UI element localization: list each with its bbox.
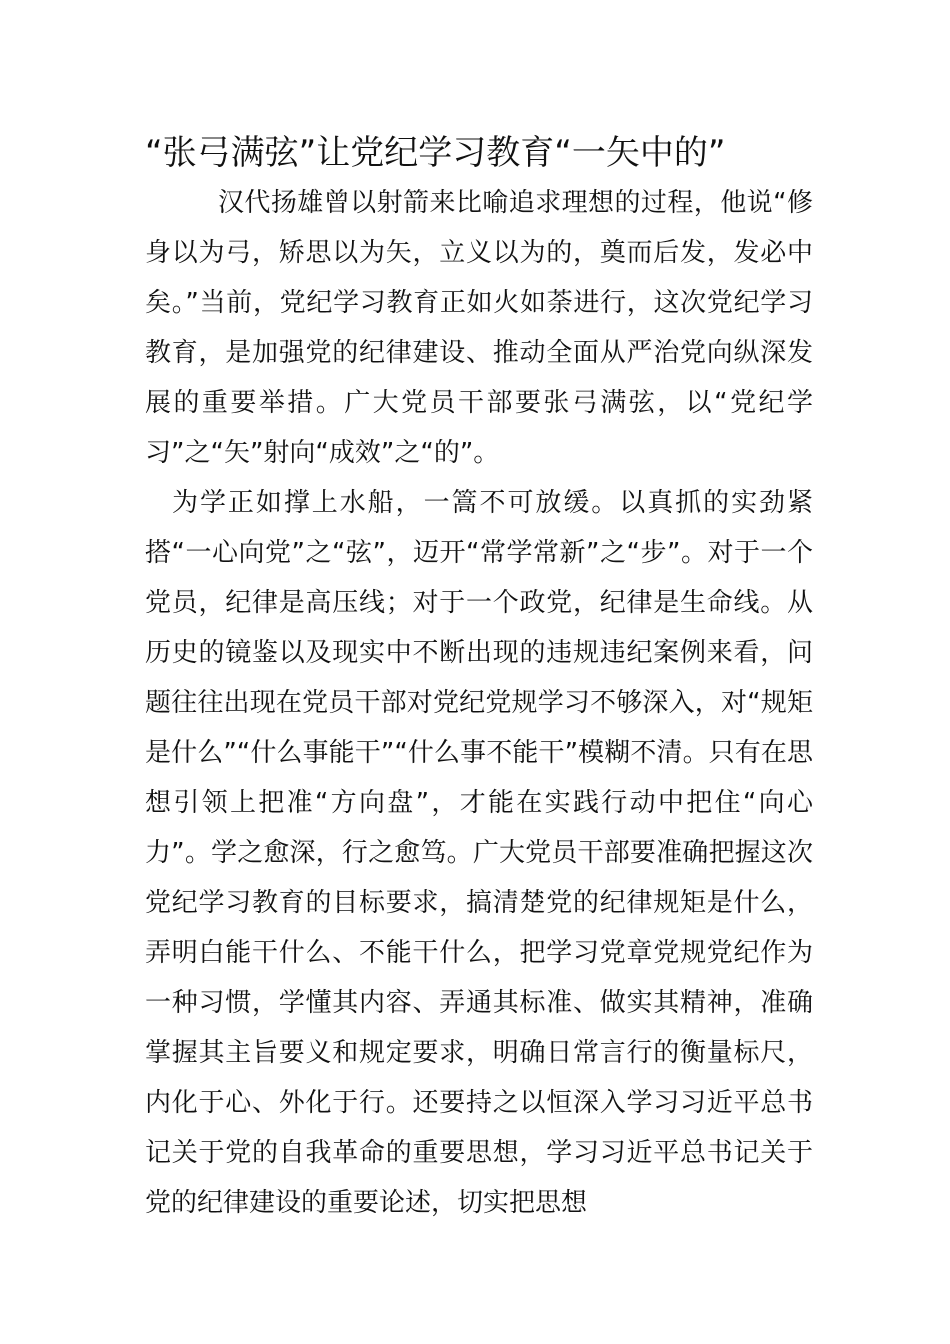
document-body [145,178,813,1228]
paragraph-1: 汉代扬雄曾以射箭来比喻追求理想的过程，他说“修身以为弓，矫思以为矢，立义以为的，奠而后发，发必中矣。”当前，党纪学习教育正如火如荼进行，这次党纪学习教育，是加强党的纪律建设、推动全面从严治党向纵深发展的重要举措。广大党员干部要张弓满弦，以“党纪学习”之“矢”射向“成效”之“的”。 [145,188,813,468]
document-title: “张弓满弦”让党纪学习教育“一矢中的” [145,133,726,173]
paragraph-2: 为学正如撑上水船，一篙不可放缓。以真抓的实劲紧搭“一心向党”之“弦”，迈开“常学常新”之“步”。对于一个党员，纪律是高压线；对于一个政党，纪律是生命线。从历史的镜鉴以及现实中不断出现的违规违纪案例来看，问题往往出现在党员干部对党纪党规学习不够深入，对“规矩是什么”“什么事能干”“什么事不能干”模糊不清。只有在思想引领上把准“方向盘”，才能在实践行动中把住“向心力”。学之愈深，行之愈笃。广大党员干部要准确把握这次党纪学习教育的目标要求，搞清楚党的纪律规矩是什么，弄明白能干什么、不能干什么，把学习党章党规党纪作为一种习惯，学懂其内容、弄通其标准、做实其精神，准确掌握其主旨要义和规定要求，明确日常言行的衡量标尺，内化于心、外化于行。还要持之以恒深入学习习近平总书记关于党的自我革命的重要思想，学习习近平总书记关于党的纪律建设的重要论述，切实把思想 [145,488,813,1218]
